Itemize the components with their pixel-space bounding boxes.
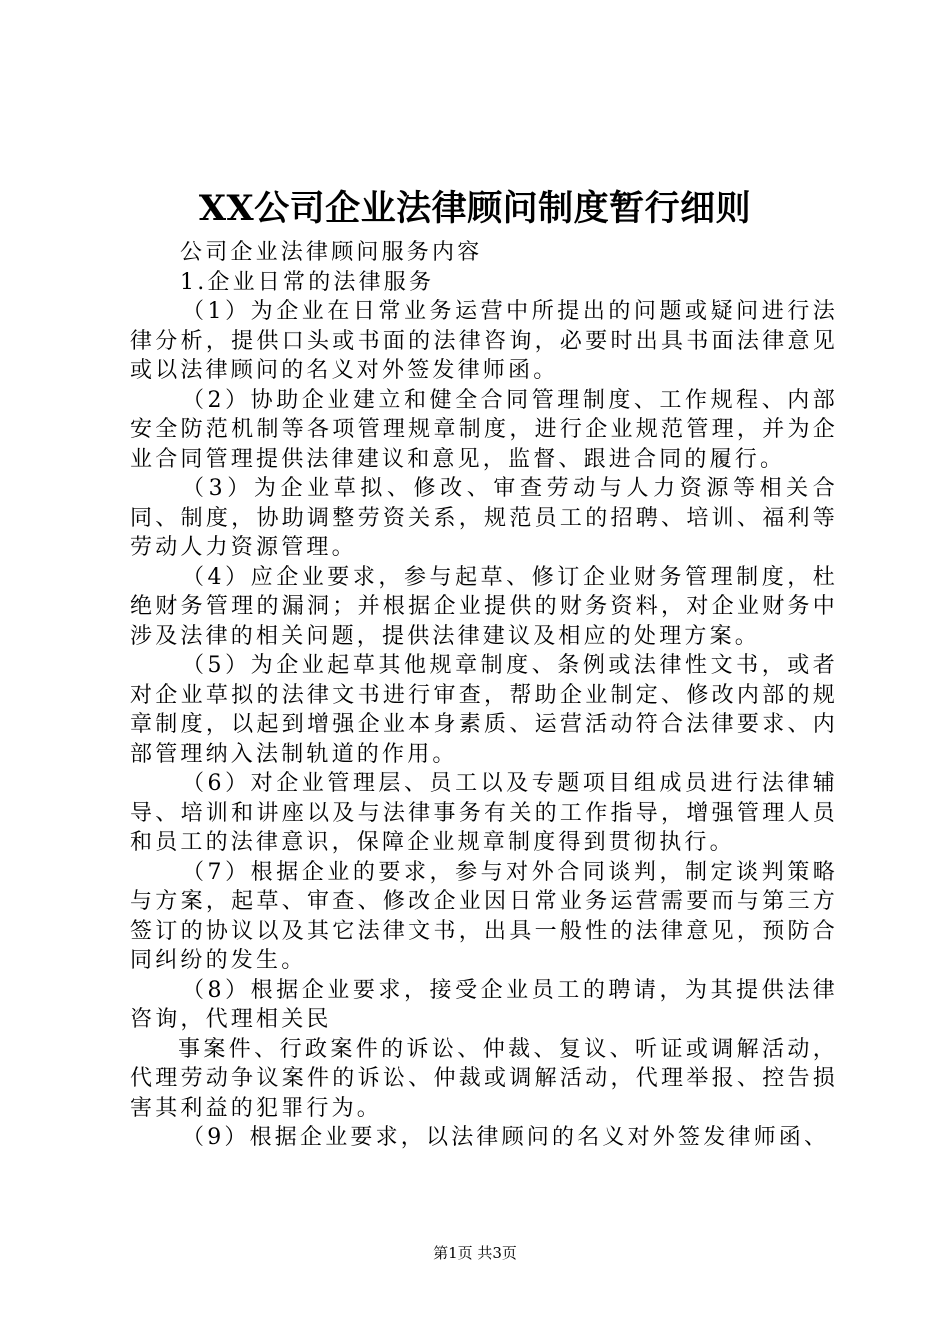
section-heading: 公司企业法律顾问服务内容 xyxy=(180,240,483,265)
paragraph-item-6: （6）对企业管理层、员工以及专题项目组成员进行法律辅导、培训和讲座以及与法律事务有关的工作指导，增强管理人员和员工的法律意识，保障企业规章制度得到贯彻执行。 xyxy=(130,771,838,855)
paragraph-item-4: （4）应企业要求，参与起草、修订企业财务管理制度，杜绝财务管理的漏洞；并根据企业提供的财务资料，对企业财务中涉及法律的相关问题，提供法律建议及相应的处理方案。 xyxy=(130,564,838,649)
paragraph-item-5: （5）为企业起草其他规章制度、条例或法律性文书，或者对企业草拟的法律文书进行审查，帮助企业制定、修改内部的规章制度，以起到增强企业本身素质、运营活动符合法律要求、内部管理纳入法制轨道的作用。 xyxy=(130,653,838,767)
paragraph-item-1: （1）为企业在日常业务运营中所提出的问题或疑问进行法律分析，提供口头或书面的法律咨询，必要时出具书面法律意见或以法律顾问的名义对外签发律师函。 xyxy=(130,299,838,383)
paragraph-item-7: （7）根据企业的要求，参与对外合同谈判，制定谈判策略与方案，起草、审查、修改企业因日常业务运营需要而与第三方签订的协议以及其它法律文书，出具一般性的法律意见，预防合同纠纷的发生。 xyxy=(130,859,838,973)
paragraph-item-8-continued: 事案件、行政案件的诉讼、仲裁、复议、听证或调解活动，代理劳动争议案件的诉讼、仲裁或调解活动，代理举报、控告损害其利益的犯罪行为。 xyxy=(130,1036,838,1121)
paragraph-item-8: （8）根据企业要求，接受企业员工的聘请，为其提供法律咨询，代理相关民 xyxy=(130,977,838,1032)
document-title: XX公司企业法律顾问制度暂行细则 xyxy=(198,188,752,229)
subsection-heading: 1.企业日常的法律服务 xyxy=(180,269,435,295)
paragraph-item-2: （2）协助企业建立和健全合同管理制度、工作规程、内部安全防范机制等各项管理规章制度，进行企业规范管理，并为企业合同管理提供法律建议和意见，监督、跟进合同的履行。 xyxy=(130,387,838,472)
page-footer: 第1页 共3页 xyxy=(433,1244,517,1262)
paragraph-item-9: （9）根据企业要求，以法律顾问的名义对外签发律师函、 xyxy=(182,1125,830,1150)
paragraph-item-3: （3）为企业草拟、修改、审查劳动与人力资源等相关合同、制度，协助调整劳资关系，规范员工的招聘、培训、福利等劳动人力资源管理。 xyxy=(130,476,838,560)
document-body xyxy=(130,238,838,1153)
